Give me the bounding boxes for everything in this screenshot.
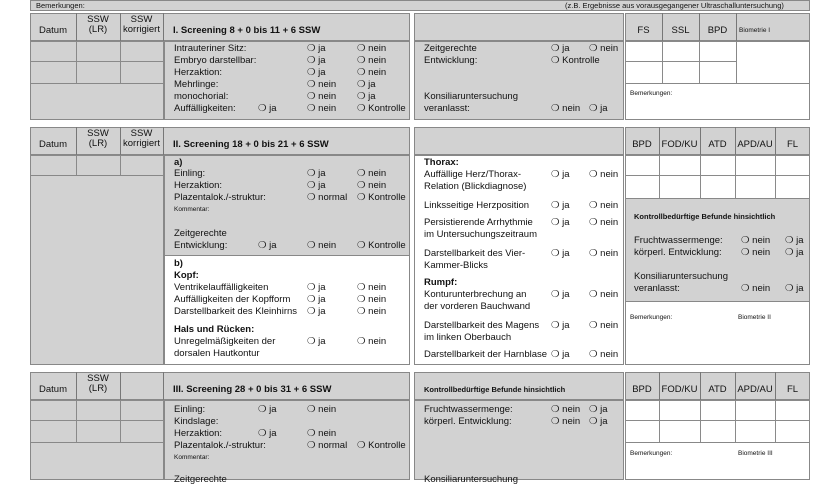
s2-kopf-row-2-opt1[interactable]: ❍ ja <box>307 306 326 317</box>
s1-bpd-cell-1[interactable] <box>699 41 737 62</box>
s3-left-fill <box>30 442 164 480</box>
s3-datum-header: Datum <box>39 384 67 395</box>
s2-korrigiert-header: korrigiert <box>123 138 160 149</box>
s3-korr-cell-2[interactable] <box>120 420 164 443</box>
s3-herz-nein[interactable]: ❍ nein <box>307 428 337 439</box>
s1-fs-header: FS <box>637 25 650 36</box>
s3-apd-header: APD/AU <box>737 384 773 395</box>
s2-header-mid <box>414 127 624 155</box>
s3-title: III. Screening 28 + 0 bis 31 + 6 SSW <box>173 384 332 395</box>
s2-ssw-korr-header: SSW <box>130 128 153 139</box>
s2-ssw-lr-header: (LR) <box>88 138 108 149</box>
s2-atd-cell-1[interactable] <box>700 155 736 176</box>
s2-th3a: Persistierende Arrhythmie <box>424 217 533 228</box>
s3-atd-header: ATD <box>708 384 727 395</box>
s2-fod-header: FOD/KU <box>661 139 698 150</box>
s2-kopf-label: Kopf: <box>174 270 199 281</box>
s2-hals-opt2[interactable]: ❍ nein <box>357 336 387 347</box>
s3-einling-label: Einling: <box>174 404 206 415</box>
s3-ssw-cell-2[interactable] <box>76 420 121 443</box>
s3-remarks-label: Bemerkungen: <box>630 450 673 457</box>
s2-ru2a: Darstellbarkeit des Magens <box>424 320 540 331</box>
s2-fl-header: FL <box>786 139 799 150</box>
s2-title: II. Screening 18 + 0 bis 21 + 6 SSW <box>173 139 329 150</box>
s1-row-3-opt2[interactable]: ❍ ja <box>357 79 376 90</box>
s2-kopf-row-0-opt1[interactable]: ❍ ja <box>307 282 326 293</box>
s2-bpd-cell-2[interactable] <box>625 175 660 199</box>
s2-biometrie-label: Biometrie II <box>738 314 771 321</box>
s2-kopf-row-1-opt2[interactable]: ❍ nein <box>357 294 387 305</box>
s2-ru3-nein[interactable]: ❍ nein <box>589 349 619 360</box>
s3-fw-label: Fruchtwassermenge: <box>424 404 513 415</box>
s2-a-row-0-label: Einling: <box>174 168 206 179</box>
s3-einling-nein[interactable]: ❍ nein <box>307 404 337 415</box>
s2-rumpf-label: Rumpf: <box>424 277 458 288</box>
s1-title: I. Screening 8 + 0 bis 11 + 6 SSW <box>173 25 321 36</box>
s2-th1a: Auffällige Herz/Thorax- <box>424 169 521 180</box>
s1-ssl-header: SSL <box>671 25 690 36</box>
s1-auff-opt1[interactable]: ❍ nein <box>307 103 337 114</box>
s2-ru3-ja[interactable]: ❍ ja <box>551 349 570 360</box>
s1-zeit-nein[interactable]: ❍ nein <box>589 43 619 54</box>
s1-row-0-opt2[interactable]: ❍ nein <box>357 43 387 54</box>
s2-ru2b: im linken Oberbauch <box>424 332 512 343</box>
top-remarks-hint: (z.B. Ergebnisse aus vorausgegangener Ultraschalluntersuchung) <box>565 1 784 10</box>
s2-apd-cell-1[interactable] <box>735 155 776 176</box>
s2-fod-cell-1[interactable] <box>659 155 701 176</box>
s2-th4-ja[interactable]: ❍ ja <box>551 248 570 259</box>
s2-hals-label: Hals und Rücken: <box>174 324 255 335</box>
s2-remarks-box[interactable] <box>625 301 810 365</box>
s2-hals-2: dorsalen Hautkontur <box>174 348 260 359</box>
s2-kopf-row-1-label: Auffälligkeiten der Kopfform <box>174 294 291 305</box>
s2-th1-nein[interactable]: ❍ nein <box>589 169 619 180</box>
s1-row-4-opt2[interactable]: ❍ ja <box>357 91 376 102</box>
s3-apd-cell-1[interactable] <box>735 400 776 421</box>
s3-atd-cell-2[interactable] <box>700 420 736 443</box>
s2-th1b: Relation (Blickdiagnose) <box>424 181 527 192</box>
s2-a-label: a) <box>174 157 183 168</box>
s2-left-fill <box>30 175 164 365</box>
s1-korr-cell-2[interactable] <box>120 61 164 84</box>
s3-kp-nein[interactable]: ❍ nein <box>551 416 581 427</box>
s2-kons-ja[interactable]: ❍ ja <box>785 283 804 294</box>
s2-th3-nein[interactable]: ❍ nein <box>589 217 619 228</box>
s2-a-row-0-opt1[interactable]: ❍ ja <box>307 168 326 179</box>
s2-th2-ja[interactable]: ❍ ja <box>551 200 570 211</box>
s3-biometrie-label: Biometrie III <box>738 450 773 457</box>
s2-kopf-row-1-opt1[interactable]: ❍ ja <box>307 294 326 305</box>
s1-row-1-opt1[interactable]: ❍ ja <box>307 55 326 66</box>
s2-fw-ja[interactable]: ❍ ja <box>785 235 804 246</box>
s2-th1-ja[interactable]: ❍ ja <box>551 169 570 180</box>
s3-herz-label: Herzaktion: <box>174 428 223 439</box>
s1-datum-cell-1[interactable] <box>30 41 77 62</box>
s2-zeit-opt2[interactable]: ❍ Kontrolle <box>357 240 406 251</box>
s1-row-1-label: Embryo darstellbar: <box>174 55 257 66</box>
s2-kons-nein[interactable]: ❍ nein <box>741 283 771 294</box>
s2-atd-header: ATD <box>708 139 727 150</box>
s1-fs-cell-2[interactable] <box>625 61 663 84</box>
s2-bpd-header: BPD <box>632 139 652 150</box>
s2-ru1a: Konturunterbrechung an <box>424 289 527 300</box>
s2-datum-header: Datum <box>39 139 67 150</box>
s1-left-fill <box>30 83 164 120</box>
s2-a-row-1-opt2[interactable]: ❍ nein <box>357 180 387 191</box>
s3-fod-cell-2[interactable] <box>659 420 701 443</box>
s1-datum-header: Datum <box>39 25 67 36</box>
s2-apd-header: APD/AU <box>737 139 773 150</box>
s1-kons-ja[interactable]: ❍ ja <box>589 103 608 114</box>
s2-ssw-header: SSW <box>87 128 109 139</box>
s2-fl-cell-1[interactable] <box>775 155 810 176</box>
s2-thorax-label: Thorax: <box>424 157 459 168</box>
s1-ssw-korr-header: SSW <box>130 14 153 25</box>
s3-fod-header: FOD/KU <box>661 384 698 395</box>
s3-einling-ja[interactable]: ❍ ja <box>258 404 277 415</box>
s2-kp-ja[interactable]: ❍ ja <box>785 247 804 258</box>
s2-th2-nein[interactable]: ❍ nein <box>589 200 619 211</box>
s2-ru2-ja[interactable]: ❍ ja <box>551 320 570 331</box>
s1-fs-cell-1[interactable] <box>625 41 663 62</box>
s2-fw-nein[interactable]: ❍ nein <box>741 235 771 246</box>
s2-fod-cell-2[interactable] <box>659 175 701 199</box>
s1-korrigiert-header: korrigiert <box>123 24 160 35</box>
s2-remarks-label: Bemerkungen: <box>630 314 673 321</box>
s2-ru1-ja[interactable]: ❍ ja <box>551 289 570 300</box>
s1-ssw-cell-1[interactable] <box>76 41 121 62</box>
s2-bpd-cell-1[interactable] <box>625 155 660 176</box>
s2-kopf-row-2-opt2[interactable]: ❍ nein <box>357 306 387 317</box>
s1-ssw-header: SSW <box>87 14 109 25</box>
s1-kons-2: veranlasst: <box>424 103 470 114</box>
s1-row-1-opt2[interactable]: ❍ nein <box>357 55 387 66</box>
s3-fl-header: FL <box>786 384 799 395</box>
s2-kp-label: körperl. Entwicklung: <box>634 247 722 258</box>
s2-kons-1: Konsiliaruntersuchung <box>634 271 729 282</box>
s1-row-0-label: Intrauteriner Sitz: <box>174 43 247 54</box>
s3-zeit-label: Zeitgerechte <box>174 474 227 485</box>
s1-row-3-opt1[interactable]: ❍ nein <box>307 79 337 90</box>
s3-plaz-kontrolle[interactable]: ❍ Kontrolle <box>357 440 406 451</box>
s1-remarks-label: Bemerkungen: <box>630 90 673 97</box>
s1-bpd-header: BPD <box>707 25 728 36</box>
s3-kons-label: Konsiliaruntersuchung <box>424 474 519 485</box>
s1-korr-cell-1[interactable] <box>120 41 164 62</box>
s3-kp-label: körperl. Entwicklung: <box>424 416 512 427</box>
s2-kopf-row-0-opt2[interactable]: ❍ nein <box>357 282 387 293</box>
s3-plaz-normal[interactable]: ❍ normal <box>307 440 348 451</box>
s2-th4-nein[interactable]: ❍ nein <box>589 248 619 259</box>
s3-kindslage-label: Kindslage: <box>174 416 219 427</box>
s2-kopf-row-0-label: Ventrikelauffälligkeiten <box>174 282 269 293</box>
s1-ssl-cell-1[interactable] <box>662 41 700 62</box>
s2-a-row-2-opt1[interactable]: ❍ normal <box>307 192 348 203</box>
s2-kommentar-label: Kommentar: <box>174 206 210 213</box>
s3-atd-cell-1[interactable] <box>700 400 736 421</box>
s2-atd-cell-2[interactable] <box>700 175 736 199</box>
s1-header-mid <box>414 13 624 41</box>
s2-ru1b: der vorderen Bauchwand <box>424 301 531 312</box>
s2-zeit-opt1[interactable]: ❍ nein <box>307 240 337 251</box>
s3-plaz-label: Plazentalok./-struktur: <box>174 440 266 451</box>
s1-auff-label: Auffälligkeiten: <box>174 103 236 114</box>
s2-b-label: b) <box>174 258 183 269</box>
s3-fl-cell-1[interactable] <box>775 400 810 421</box>
s1-biometrie-label: Biometrie I <box>739 27 771 34</box>
s2-a-row-1-opt1[interactable]: ❍ ja <box>307 180 326 191</box>
s1-bio-remarks-box[interactable] <box>736 41 810 84</box>
s3-ssw-lr-header: (LR) <box>88 383 108 394</box>
s3-remarks-box[interactable] <box>625 442 810 480</box>
s2-apd-cell-2[interactable] <box>735 175 776 199</box>
s2-kopf-row-2-label: Darstellbarkeit des Kleinhirns <box>174 306 298 317</box>
s2-ru1-nein[interactable]: ❍ nein <box>589 289 619 300</box>
s1-row-2-opt2[interactable]: ❍ nein <box>357 67 387 78</box>
s1-kons-nein[interactable]: ❍ nein <box>551 103 581 114</box>
s1-auff-opt2[interactable]: ❍ Kontrolle <box>357 103 406 114</box>
s1-row-4-label: monochorial: <box>174 91 229 102</box>
s3-fw-nein[interactable]: ❍ nein <box>551 404 581 415</box>
s3-datum-cell-1[interactable] <box>30 400 77 421</box>
s3-bpd-cell-1[interactable] <box>625 400 660 421</box>
s1-zeit-1: Zeitgerechte <box>424 43 477 54</box>
s1-row-0-opt1[interactable]: ❍ ja <box>307 43 326 54</box>
s2-th3b: im Untersuchungszeitraum <box>424 229 537 240</box>
s1-ssw-cell-2[interactable] <box>76 61 121 84</box>
s1-bpd-cell-2[interactable] <box>699 61 737 84</box>
s2-zeit-1: Zeitgerechte <box>174 228 227 239</box>
s3-kontroll-title: Kontrollbedürftige Befunde hinsichtlich <box>424 385 566 394</box>
s3-datum-cell-2[interactable] <box>30 420 77 443</box>
s1-auff-opt0[interactable]: ❍ ja <box>258 103 277 114</box>
s2-ru2-nein[interactable]: ❍ nein <box>589 320 619 331</box>
s1-ssl-cell-2[interactable] <box>662 61 700 84</box>
s2-th4a: Darstellbarkeit des Vier- <box>424 248 526 259</box>
s3-ssw-cell-1[interactable] <box>76 400 121 421</box>
s1-row-3-label: Mehrlinge: <box>174 79 219 90</box>
s3-kommentar-label: Kommentar: <box>174 454 210 461</box>
s1-remarks-box[interactable] <box>625 83 810 120</box>
s3-bpd-header: BPD <box>632 384 652 395</box>
s2-fw-label: Fruchtwassermenge: <box>634 235 723 246</box>
s1-zeit-ja[interactable]: ❍ ja <box>551 43 570 54</box>
s2-hals-opt1[interactable]: ❍ ja <box>307 336 326 347</box>
s2-ssw-cell-1[interactable] <box>76 155 121 176</box>
s1-datum-cell-2[interactable] <box>30 61 77 84</box>
s3-herz-ja[interactable]: ❍ ja <box>258 428 277 439</box>
s2-korr-cell-1[interactable] <box>120 155 164 176</box>
s3-korr-cell-1[interactable] <box>120 400 164 421</box>
s1-row-2-label: Herzaktion: <box>174 67 223 78</box>
s2-fl-cell-2[interactable] <box>775 175 810 199</box>
s3-ssw-header: SSW <box>87 373 109 384</box>
s2-a-row-2-opt2[interactable]: ❍ Kontrolle <box>357 192 406 203</box>
s3-fl-cell-2[interactable] <box>775 420 810 443</box>
s3-kp-ja[interactable]: ❍ ja <box>589 416 608 427</box>
s1-zeit-kontrolle[interactable]: ❍ Kontrolle <box>551 55 600 66</box>
s2-hals-1: Unregelmäßigkeiten der <box>174 336 276 347</box>
s2-a-row-2-label: Plazentalok./-struktur: <box>174 192 266 203</box>
s1-zeit-2: Entwicklung: <box>424 55 478 66</box>
s2-zeit-2: Entwicklung: <box>174 240 228 251</box>
s3-fw-ja[interactable]: ❍ ja <box>589 404 608 415</box>
s2-a-row-0-opt2[interactable]: ❍ nein <box>357 168 387 179</box>
s3-fod-cell-1[interactable] <box>659 400 701 421</box>
s2-ru3: Darstellbarkeit der Harnblase <box>424 349 548 360</box>
s2-zeit-opt0[interactable]: ❍ ja <box>258 240 277 251</box>
s1-kons-1: Konsiliaruntersuchung <box>424 91 519 102</box>
s2-th2: Linksseitige Herzposition <box>424 200 530 211</box>
s2-th3-ja[interactable]: ❍ ja <box>551 217 570 228</box>
s1-row-2-opt1[interactable]: ❍ ja <box>307 67 326 78</box>
s2-th4b: Kammer-Blicks <box>424 260 488 271</box>
s2-a-row-1-label: Herzaktion: <box>174 180 223 191</box>
s3-bpd-cell-2[interactable] <box>625 420 660 443</box>
s1-row-4-opt1[interactable]: ❍ nein <box>307 91 337 102</box>
top-remarks-label: Bemerkungen: <box>36 1 85 10</box>
s1-ssw-lr-header: (LR) <box>88 24 108 35</box>
s2-kp-nein[interactable]: ❍ nein <box>741 247 771 258</box>
s2-datum-cell-1[interactable] <box>30 155 77 176</box>
s2-kons-2: veranlasst: <box>634 283 680 294</box>
s3-apd-cell-2[interactable] <box>735 420 776 443</box>
s2-kontroll-title: Kontrollbedürftige Befunde hinsichtlich <box>634 212 776 221</box>
